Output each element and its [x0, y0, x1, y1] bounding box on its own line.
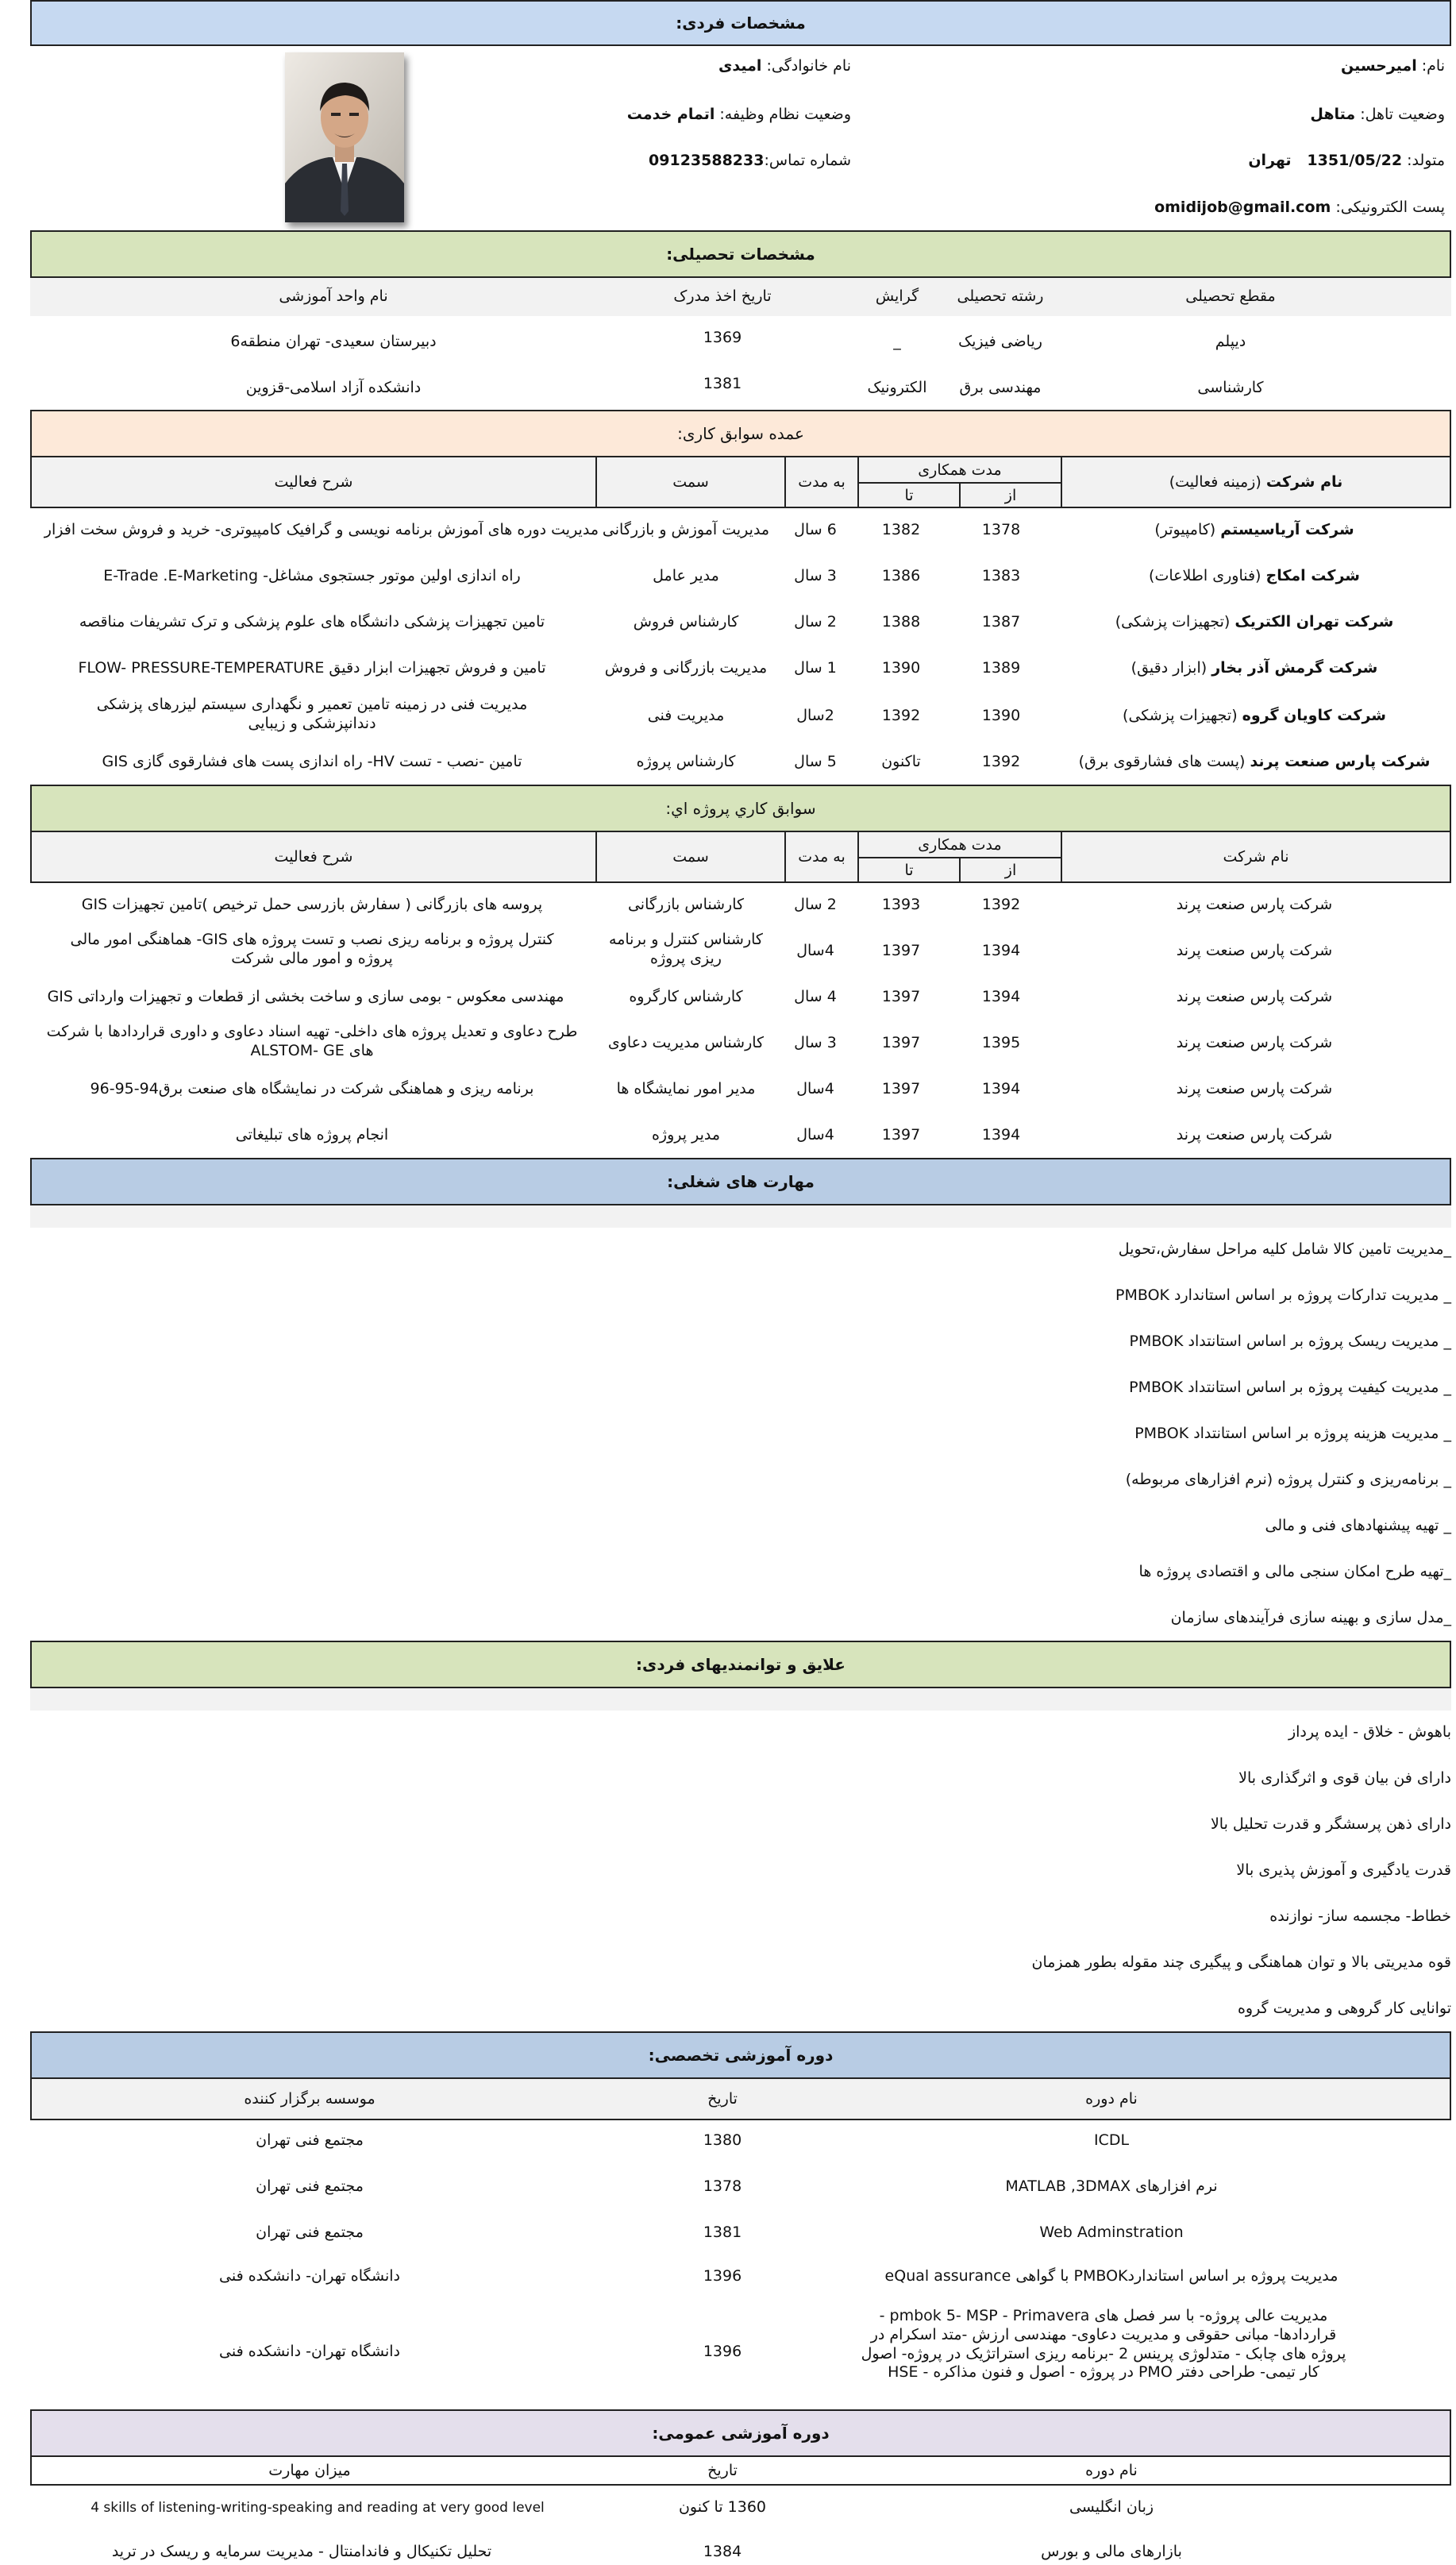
skill-item: _ مدیریت هزینه پروژه بر اساس استانتداد PMBOK [1134, 1425, 1451, 1442]
gen-col-date: تاریخ [707, 2462, 738, 2479]
work-from: 1383 [981, 567, 1021, 584]
work-company-field: (کامپیوتر) [1154, 521, 1221, 538]
proj-desc: کنترل پروژه و برنامه ریزی نصب و تست پروژه های GIS- هماهنگی امور مالی پروژه و امور مالی شرکت [70, 931, 554, 967]
family-field [454, 57, 851, 75]
work-role: کارشناس پروژه [636, 753, 736, 770]
proj-desc: مهندسی معکوس - بومی سازی و ساخت بخشی از قطعات و تجهیزات وارداتی GIS [47, 988, 564, 1005]
work-from: 1392 [981, 753, 1021, 770]
edu-date: 1381 [703, 375, 742, 392]
gen-skill: 4 skills of listening-writing-speaking and reading at very good level [91, 2500, 545, 2516]
email-value[interactable]: omidijob@gmail.com [1154, 199, 1331, 216]
edu-field: ریاضی فیزیک [958, 333, 1042, 350]
proj-from: 1394 [981, 988, 1021, 1005]
work-desc: مدیریت دوره های آموزش برنامه نویسی و گرافیک کامپیوتری- خرید و فروش سخت افزار [44, 521, 599, 538]
skill-item: _ تهیه پیشنهادهای فنی و مالی [1265, 1517, 1451, 1534]
proj-duration: 4سال [796, 1126, 834, 1144]
abilities-spacer-band [30, 1688, 1451, 1711]
work-company [1056, 707, 1453, 724]
skill-item: _ مدیریت ریسک پروژه بر اساس استانتداد PMBOK [1129, 1333, 1451, 1350]
marital-value: متاهل [1310, 106, 1356, 123]
ability-item: باهوش - خلاق - ایده پرداز [1288, 1723, 1451, 1741]
work-role: کارشناس فروش [633, 613, 739, 631]
profile-photo [285, 52, 404, 222]
edu-col-field: رشته تحصیلی [957, 287, 1044, 305]
proj-role: مدیر امور نمایشگاه ها [616, 1080, 756, 1097]
work-company-field: (ابزار دقیق) [1131, 659, 1212, 677]
projects-section-header: سوابق کاري پروژه اي: [30, 785, 1451, 832]
work-section-header: عمده سوابق کاری: [30, 410, 1451, 457]
phone-field [454, 152, 851, 169]
work-to: 1388 [881, 613, 921, 631]
ability-item: دارای ذهن پرسشگر و قدرت تحلیل بالا [1210, 1815, 1451, 1833]
work-company-name: شرکت آریاسیستم [1220, 521, 1354, 538]
work-to: 1386 [881, 567, 921, 584]
edu-col-level: مقطع تحصیلی [1185, 287, 1276, 305]
work-desc: مدیریت فنی در زمینه تامین تعمیر و نگهداری سیستم لیزرهای پزشکی دندانپزشکی و زیبایی [96, 696, 528, 732]
work-from: 1387 [981, 613, 1021, 631]
gen-name: بازارهای مالی و بورس [1041, 2543, 1182, 2560]
proj-company: شرکت پارس صنعت پرند [1176, 1034, 1333, 1051]
proj-from: 1394 [981, 942, 1021, 959]
proj-desc: برنامه ریزی و هماهنگی شرکت در نمایشگاه های صنعت برق94-95-96 [90, 1080, 534, 1097]
skill-item: _ مدیریت تدارکات پروژه بر اساس استاندارد PMBOK [1115, 1286, 1451, 1304]
abilities-section-header: علایق و توانمندیهای فردی: [30, 1641, 1451, 1688]
work-desc: راه اندازی اولین موتور جستجوی مشاغل- E-Trade .E-Marketing [103, 567, 521, 584]
edu-date: 1369 [703, 329, 742, 346]
work-col-desc: شرح فعالیت [31, 457, 596, 507]
spec-col-name: نام دوره [1085, 2090, 1138, 2108]
proj-role: مدیر پروژه [651, 1126, 721, 1144]
ability-item: توانایی کار گروهی و مدیریت گروه [1237, 2000, 1451, 2017]
name-field [969, 57, 1445, 75]
work-to: 1382 [881, 521, 921, 538]
proj-col-to: تا [858, 858, 960, 882]
edu-field: مهندسی برق [959, 379, 1042, 396]
proj-to: 1397 [881, 988, 921, 1005]
projects-table-header [30, 831, 1451, 883]
name-value: امیرحسین [1340, 57, 1417, 75]
spec-institute: دانشگاه تهران- دانشکده فنی [219, 2343, 400, 2360]
proj-to: 1397 [881, 942, 921, 959]
work-company-name: شرکت امکاج [1265, 567, 1360, 584]
family-value: امیدی [718, 57, 762, 75]
spec-col-institute: موسسه برگزار کننده [244, 2090, 376, 2108]
proj-col-duration: به مدت [785, 831, 858, 882]
proj-from: 1392 [981, 896, 1021, 913]
spec-name: ICDL [1093, 2131, 1130, 2149]
work-col-duration: به مدت [785, 457, 858, 507]
spec-name: Web Adminstration [1039, 2224, 1184, 2241]
proj-to: 1397 [881, 1126, 921, 1144]
proj-to: 1397 [881, 1034, 921, 1051]
skill-item: _مدیریت تامین کالا شامل کلیه مراحل سفارش،تحویل [1118, 1240, 1451, 1258]
work-company-field: (فناوری اطلاعات) [1149, 567, 1266, 584]
phone-label: شماره تماس: [764, 152, 851, 169]
proj-company: شرکت پارس صنعت پرند [1176, 1080, 1333, 1097]
work-to: تاکنون [881, 753, 921, 770]
spec-name: مدیریت عالی پروژه- با سر فصل های pmbok 5- MSP - Primavera - قراردادها- مبانی حقوقی و مدیریت دعاوی- مهندسی ارزش -متد اسکرام در پروژه های چابک - متدلوژی پرینس 2 -برنامه ریزی استراتژیک در پروژه- اصول کار تیمی- طراحی دفتر PMO در پروژه - اصول و فنون مذاکره - HSE [861, 2307, 1346, 2382]
work-desc: تامین تجهیزات پزشکی دانشگاه های علوم پزشکی و ترک تشریفات مناقصه [79, 613, 545, 631]
work-duration: 6 سال [794, 521, 837, 538]
work-company-field: (پست های فشارقوی برق) [1078, 753, 1250, 770]
work-from: 1390 [981, 707, 1021, 724]
proj-from: 1394 [981, 1080, 1021, 1097]
work-col-company-rest: (زمینه فعالیت) [1169, 473, 1266, 491]
spec-institute: مجتمع فنی تهران [256, 2224, 364, 2241]
proj-from: 1395 [981, 1034, 1021, 1051]
military-label: وضعیت نظام وظیفه: [719, 106, 851, 123]
ability-item: قدرت یادگیری و آموزش پذیری بالا [1236, 1861, 1451, 1879]
work-role: مدیریت بازرگانی و فروش [604, 659, 768, 677]
personal-section-header: مشخصات فردی: [30, 0, 1451, 46]
gen-skill: تحلیل تکنیکال و فاندامنتال - مدیریت سرمایه و ریسک در ترید [111, 2543, 492, 2560]
work-company [1056, 659, 1453, 677]
spec-institute: مجتمع فنی تهران [256, 2177, 364, 2195]
work-company-name: شرکت پارس صنعت پرند [1250, 753, 1431, 770]
skill-item: _تهیه طرح امکان سنجی مالی و اقتصادی پروژه ها [1138, 1563, 1451, 1580]
marital-field [969, 106, 1445, 123]
proj-duration: 4سال [796, 1080, 834, 1097]
proj-to: 1397 [881, 1080, 921, 1097]
spec-date: 1378 [703, 2177, 742, 2195]
name-label: نام: [1421, 57, 1445, 75]
general-courses-section-header: دوره آموزشی عمومی: [30, 2409, 1451, 2457]
spec-institute: دانشگاه تهران- دانشکده فنی [219, 2267, 400, 2285]
work-to: 1392 [881, 707, 921, 724]
work-table-header [30, 456, 1451, 508]
work-company [1056, 567, 1453, 584]
gen-name: زبان انگلیسی [1069, 2498, 1154, 2516]
edu-level: دیپلم [1215, 333, 1246, 350]
email-label: پست الکترونیکی: [1335, 199, 1445, 216]
marital-label: وضعیت تاهل: [1360, 106, 1445, 123]
work-col-company [1061, 457, 1450, 507]
special-courses-section-header: دوره آموزشی تخصصی: [30, 2031, 1451, 2079]
birth-value: 1351/05/22 تهران [1248, 152, 1403, 169]
spec-date: 1396 [703, 2267, 742, 2285]
work-duration: 3 سال [794, 567, 837, 584]
proj-company: شرکت پارس صنعت پرند [1176, 942, 1333, 959]
military-field [454, 106, 851, 123]
proj-from: 1394 [981, 1126, 1021, 1144]
spec-date: 1381 [703, 2224, 742, 2241]
work-desc: تامین -نصب - تست HV- راه اندازی پست های فشارقوی گازی GIS [102, 753, 522, 770]
family-label: نام خانوادگی: [766, 57, 851, 75]
skill-item: _ مدیریت کیفیت پروژه بر اساس استانتداد PMBOK [1129, 1379, 1451, 1396]
edu-col-date: تاریخ اخذ مدرک [673, 287, 772, 305]
work-company-name: شرکت تهران الکتریک [1235, 613, 1394, 631]
proj-duration: 4 سال [794, 988, 837, 1005]
proj-role: کارشناس کارگروه [629, 988, 743, 1005]
ability-item: خطاط- مجسمه ساز- نوازنده [1269, 1907, 1451, 1925]
proj-col-desc: شرح فعالیت [31, 831, 596, 882]
proj-col-from: از [960, 858, 1061, 882]
spec-name: مدیریت پروژه بر اساس استانداردPMBOK با گواهی eQual assurance [884, 2267, 1339, 2285]
work-col-role: سمت [596, 457, 785, 507]
proj-role: کارشناس کنترل و برنامه ریزی پروژه [609, 931, 763, 967]
work-col-to: تا [858, 483, 960, 507]
spec-date: 1396 [703, 2343, 742, 2360]
work-to: 1390 [881, 659, 921, 677]
profile-photo-image [285, 52, 404, 222]
work-duration: 1 سال [794, 659, 837, 677]
work-company-name: شرکت کاویان گروه [1242, 707, 1386, 724]
military-value: اتمام خدمت [626, 106, 715, 123]
edu-col-major: گرایش [875, 287, 919, 305]
work-from: 1378 [981, 521, 1021, 538]
skill-item: _ برنامه‌ریزی و کنترل پروژه (نرم افزارهای مربوطه) [1125, 1471, 1451, 1488]
education-section-header: مشخصات تحصیلی: [30, 230, 1451, 278]
phone-value: 09123588233 [649, 152, 765, 169]
gen-date: 1384 [703, 2543, 742, 2560]
proj-desc: پروسه های بازرگانی ( سفارش بازرسی حمل ترخیص )تامین تجهیزات GIS [81, 896, 543, 913]
ability-item: دارای فن بیان قوی و اثرگذاری بالا [1238, 1769, 1451, 1787]
birth-field [969, 152, 1445, 169]
proj-desc: انجام پروژه های تبلیغاتی [235, 1126, 389, 1144]
proj-duration: 3 سال [794, 1034, 837, 1051]
proj-company: شرکت پارس صنعت پرند [1176, 988, 1333, 1005]
edu-institute: دبیرستان سعیدی- تهران منطقه6 [230, 333, 437, 350]
ability-item: قوه مدیریتی بالا و توان هماهنگی و پیگیری چند مقوله بطور همزمان [1031, 1954, 1451, 1971]
work-role: مدیر عامل [653, 567, 719, 584]
work-col-from: از [960, 483, 1061, 507]
gen-col-skill: میزان مهارت [268, 2462, 351, 2479]
work-duration: 2 سال [794, 613, 837, 631]
work-from: 1389 [981, 659, 1021, 677]
proj-desc: طرح دعاوی و تعدیل پروژه های داخلی- تهیه اسناد دعاوی و داوری قراردادها با شرکت های ALSTOM- GE [46, 1023, 578, 1059]
proj-col-company: نام شرکت [1061, 831, 1450, 882]
work-company [1056, 521, 1453, 538]
work-company [1056, 753, 1453, 770]
edu-major: الکترونیک [867, 379, 927, 396]
spec-institute: مجتمع فنی تهران [256, 2131, 364, 2149]
spec-name: نرم افزارهای MATLAB ,3DMAX [1005, 2177, 1218, 2195]
work-company-name: شرکت گرمش آذر بخار [1211, 659, 1378, 677]
proj-duration: 2 سال [794, 896, 837, 913]
edu-institute: دانشکده آزاد اسلامی-قزوین [245, 379, 422, 396]
proj-col-role: سمت [596, 831, 785, 882]
work-duration: 5 سال [794, 753, 837, 770]
skills-spacer-band [30, 1205, 1451, 1228]
edu-major: _ [893, 333, 901, 350]
edu-level: کارشناسی [1197, 379, 1264, 396]
work-col-company-bold: نام شرکت [1265, 473, 1343, 491]
proj-company: شرکت پارس صنعت پرند [1176, 896, 1333, 913]
work-duration: 2سال [796, 707, 834, 724]
skill-item: _مدل سازی و بهینه سازی فرآیندهای سازمان [1170, 1609, 1451, 1626]
skills-section-header: مهارت های شغلی: [30, 1158, 1451, 1205]
work-company-field: (تجهیزات پزشکی) [1123, 707, 1242, 724]
email-field[interactable] [969, 199, 1445, 216]
spec-col-date: تاریخ [707, 2090, 738, 2108]
proj-duration: 4سال [796, 942, 834, 959]
proj-col-period: مدت همکاری [858, 831, 1061, 858]
proj-to: 1393 [881, 896, 921, 913]
work-company [1056, 613, 1453, 631]
gen-date: 1360 تا کنون [678, 2498, 767, 2516]
proj-role: کارشناس مدیریت دعاوی [607, 1034, 765, 1051]
work-col-period: مدت همکاری [858, 457, 1061, 483]
gen-col-name: نام دوره [1085, 2462, 1138, 2479]
work-role: مدیریت فنی [647, 707, 725, 724]
work-role: مدیریت آموزش و بازرگانی [602, 521, 770, 538]
work-desc: تامین و فروش تجهیزات ابزار دقیق FLOW- PRESSURE-TEMPERATURE [78, 659, 546, 677]
proj-company: شرکت پارس صنعت پرند [1176, 1126, 1333, 1144]
proj-role: کارشناس بازرگانی [627, 896, 745, 913]
spec-date: 1380 [703, 2131, 742, 2149]
edu-col-institute: نام واحد آموزشی [279, 287, 388, 305]
work-company-field: (تجهیزات پزشکی) [1115, 613, 1235, 631]
birth-label: متولد: [1407, 152, 1445, 169]
